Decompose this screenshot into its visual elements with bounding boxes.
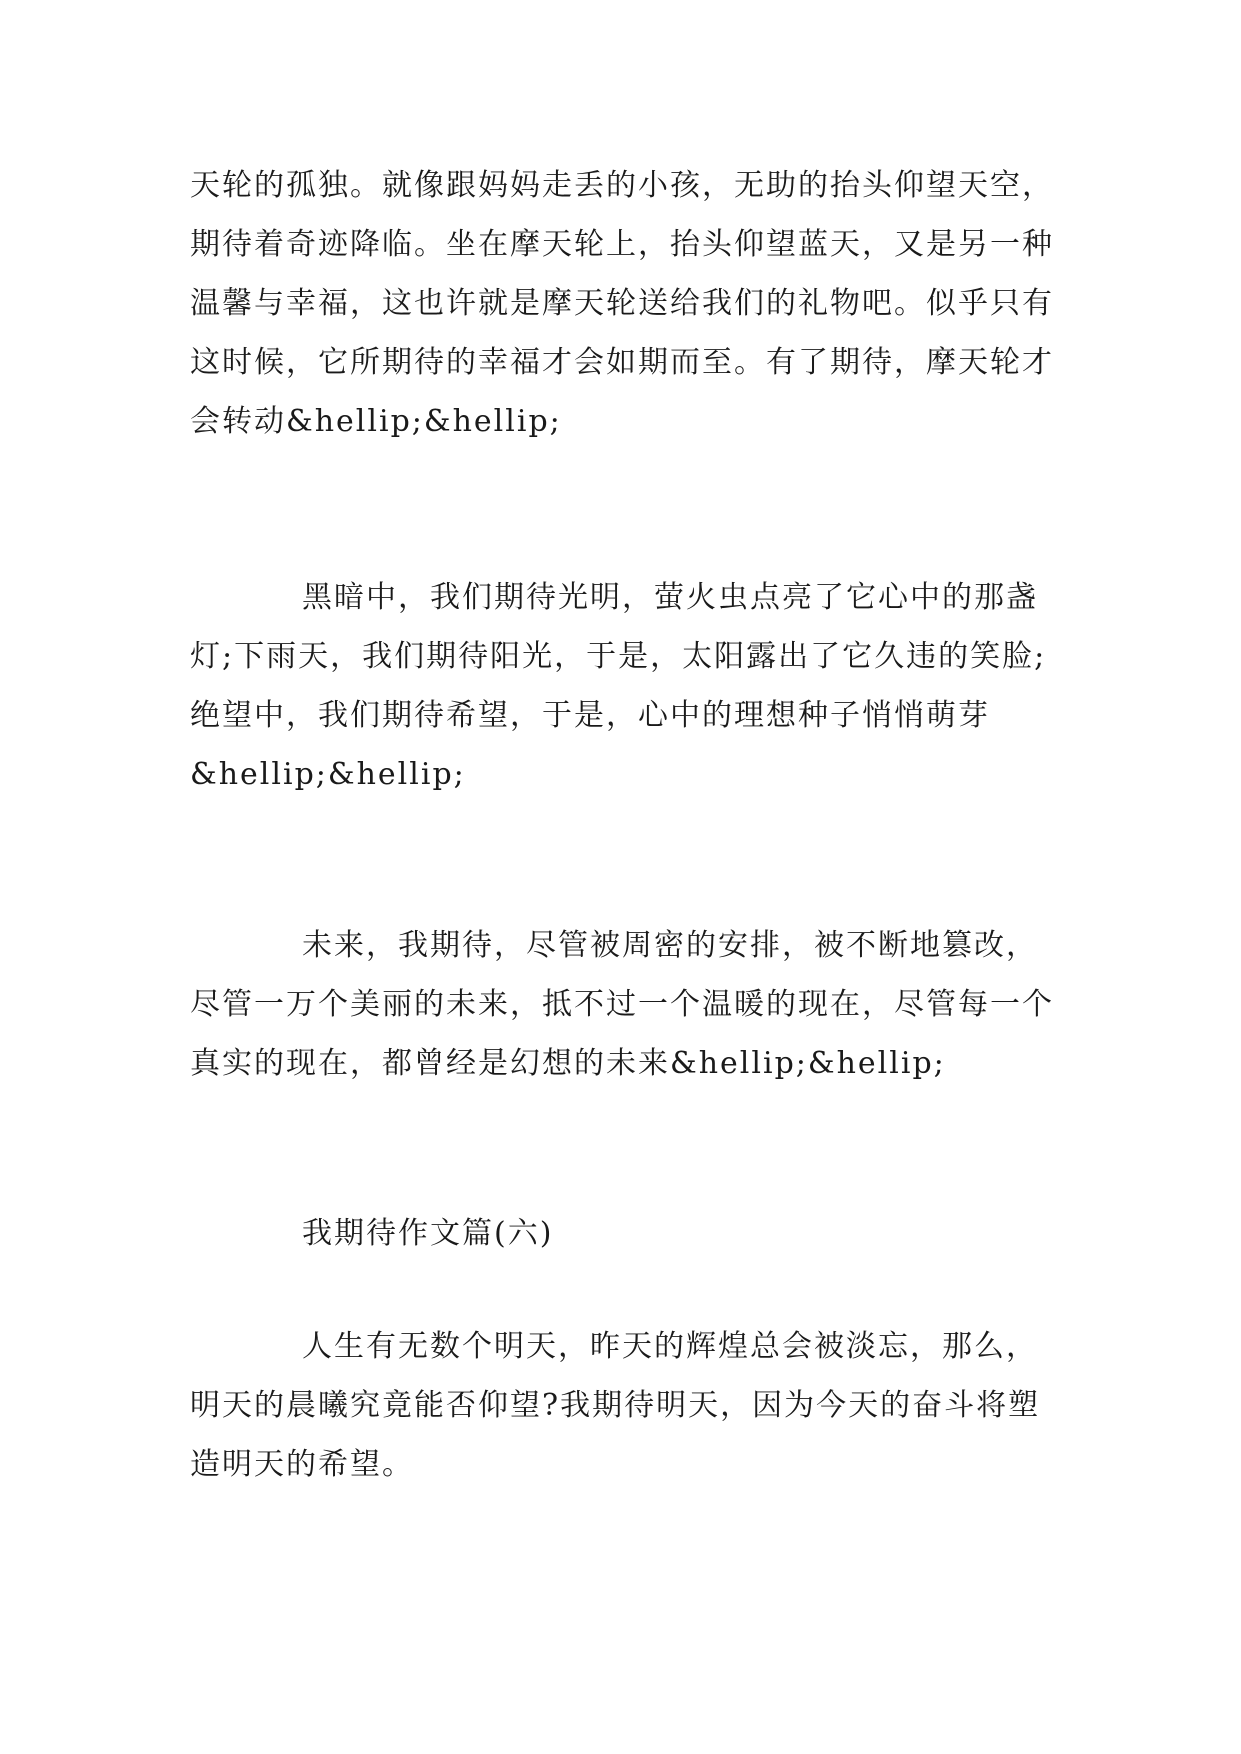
body-paragraph: 黑暗中，我们期待光明，萤火虫点亮了它心中的那盏灯;下雨天，我们期待阳光，于是，太阳露出了它久违的笑脸;绝望中，我们期待希望，于是，心中的理想种子悄悄萌芽&hellip;&hellip; [190,580,1047,792]
section-heading: 我期待作文篇(六) [302,1216,554,1251]
body-paragraph: 未来，我期待，尽管被周密的安排，被不断地篡改，尽管一万个美丽的未来，抵不过一个温暖的现在，尽管每一个真实的现在，都曾经是幻想的未来&hellip;&hellip; [190,928,1054,1081]
body-paragraph: 人生有无数个明天，昨天的辉煌总会被淡忘，那么，明天的晨曦究竟能否仰望?我期待明天，因为今天的奋斗将塑造明天的希望。 [190,1329,1041,1482]
body-paragraph: 天轮的孤独。就像跟妈妈走丢的小孩，无助的抬头仰望天空，期待着奇迹降临。坐在摩天轮上，抬头仰望蓝天，又是另一种温馨与幸福，这也许就是摩天轮送给我们的礼物吧。似乎只有这时候，它所期待的幸福才会如期而至。有了期待，摩天轮才会转动&hellip;&hellip; [190,168,1054,439]
